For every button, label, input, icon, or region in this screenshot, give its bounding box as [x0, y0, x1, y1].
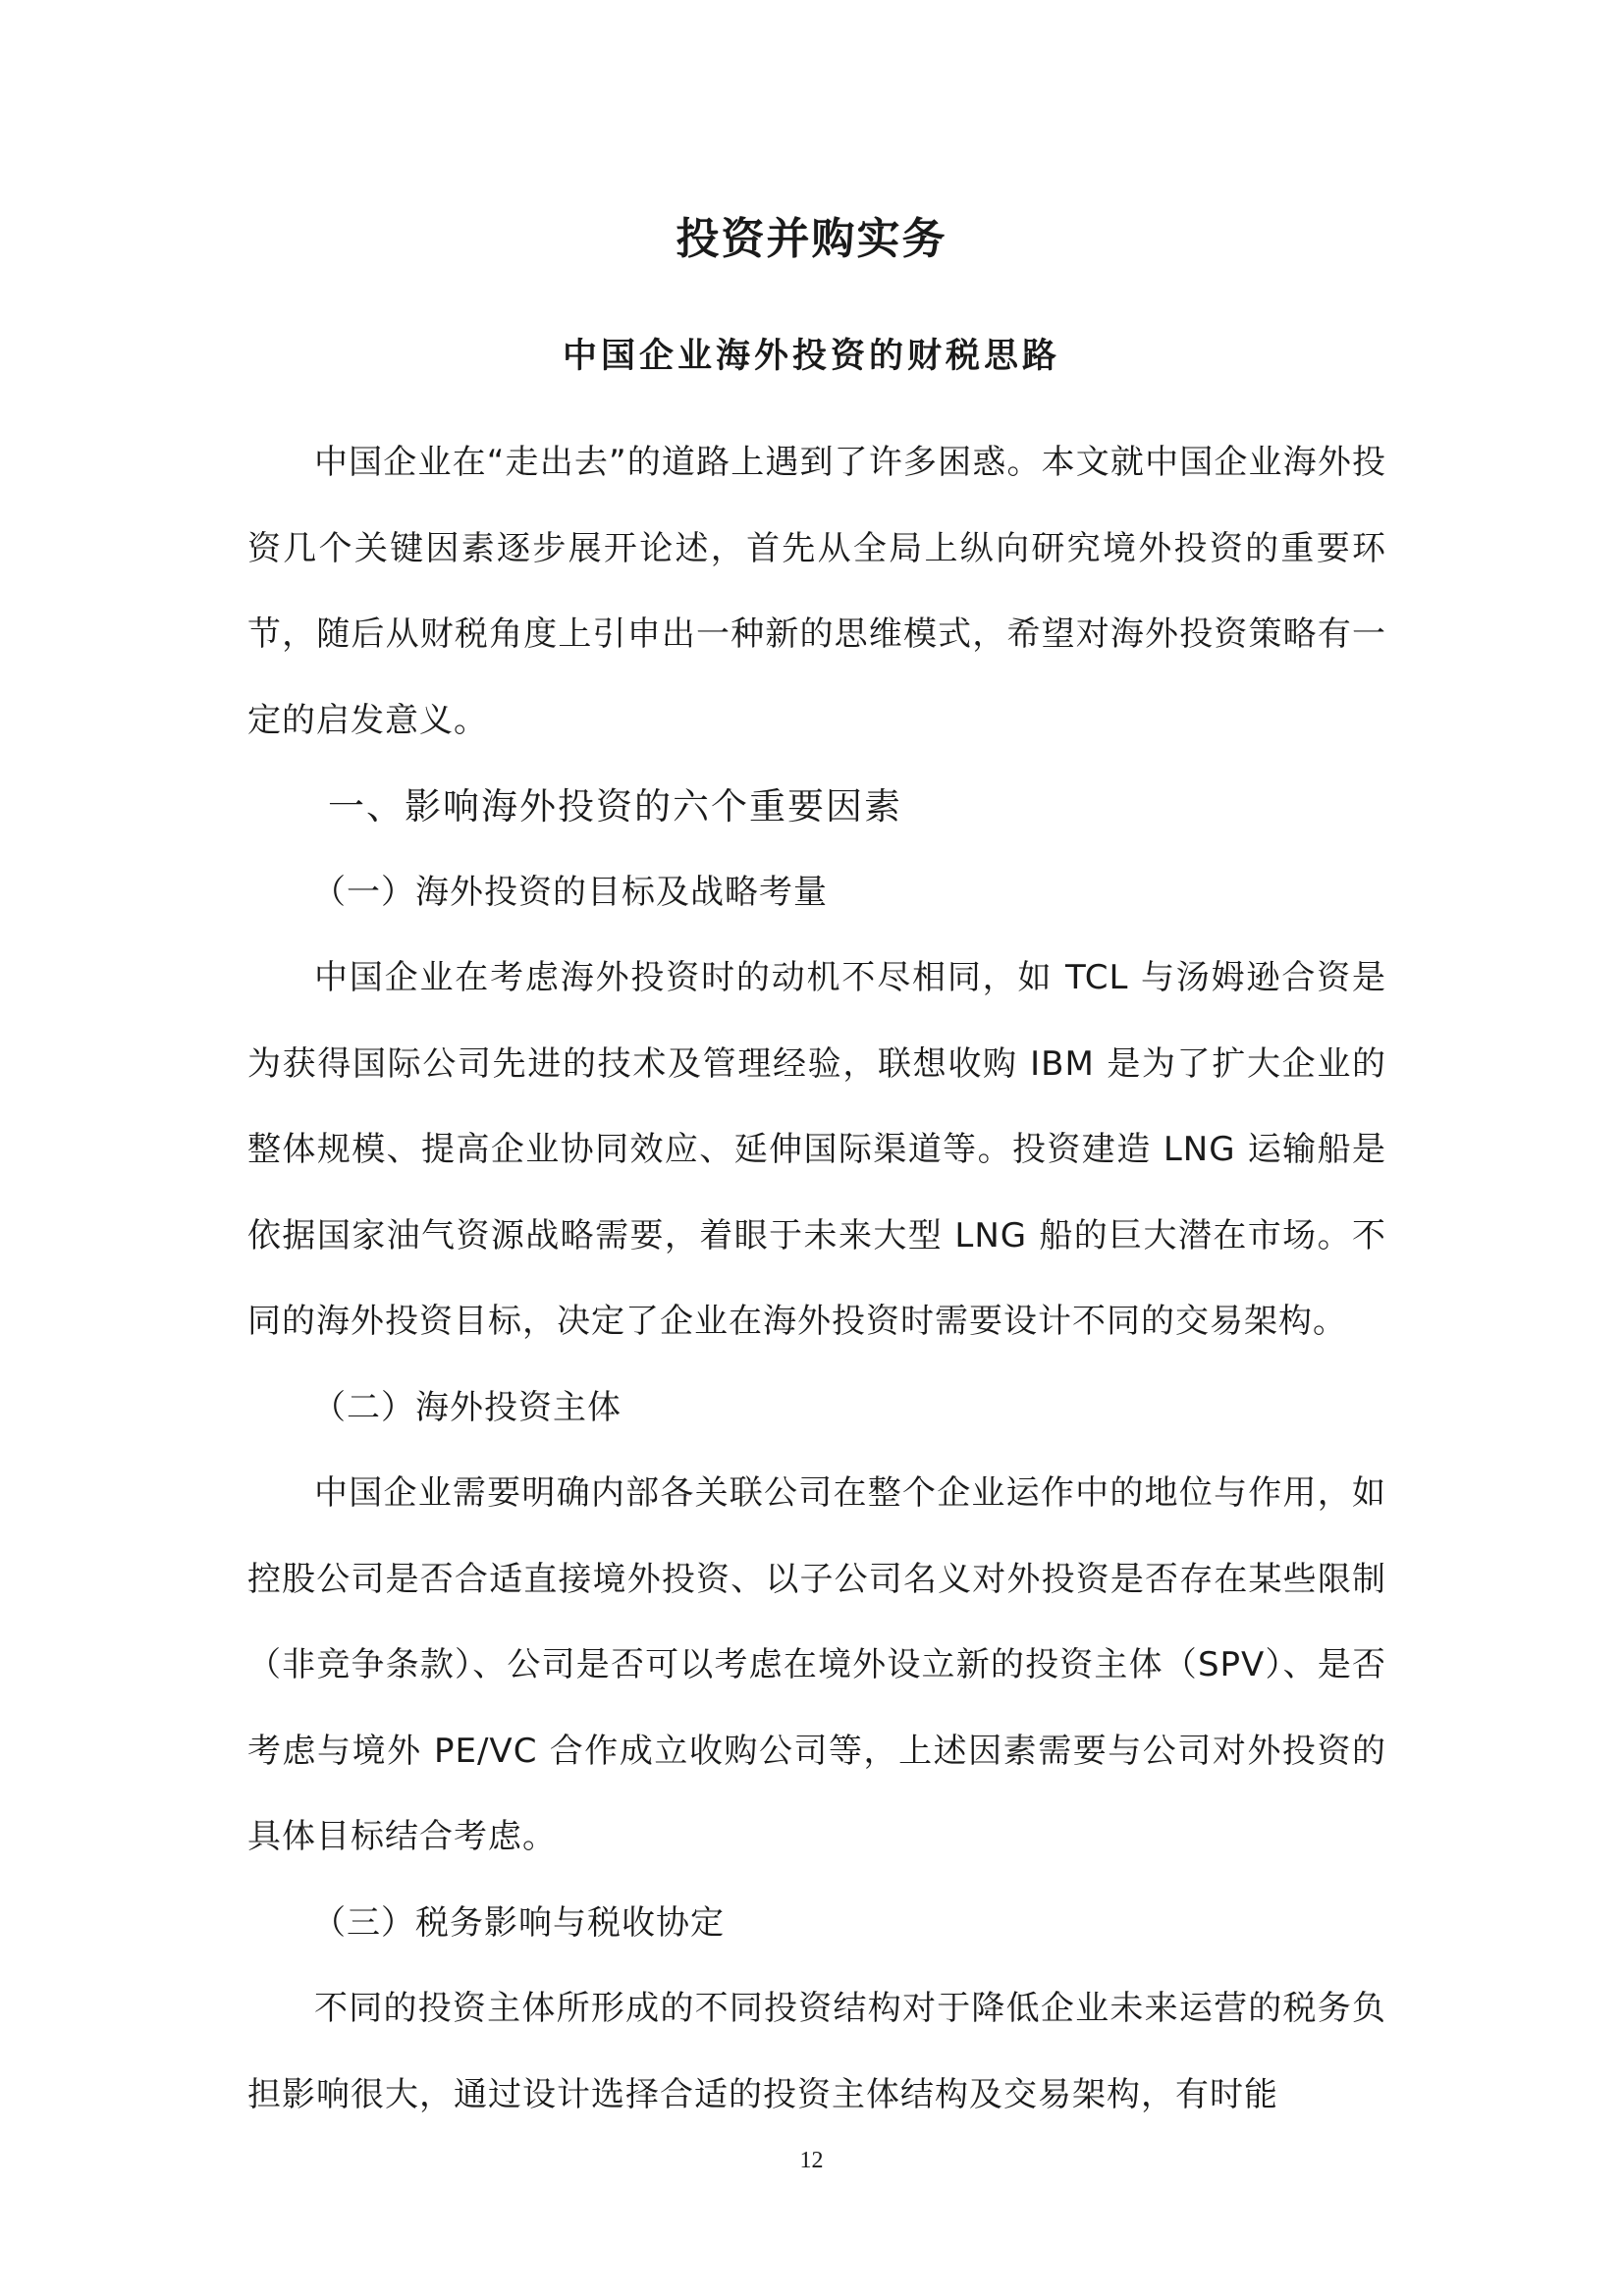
intro-paragraph: 中国企业在“走出去”的道路上遇到了许多困惑。本文就中国企业海外投资几个关键因素逐步展开论述，首先从全局上纵向研究境外投资的重要环节，随后从财税角度上引申出一种新的思维模式，希望对海外投资策略有一定的启发意义。 [247, 443, 1386, 740]
subsection-heading-2: （二）海外投资主体 [312, 1387, 622, 1427]
subsection-paragraph-3: 不同的投资主体所形成的不同投资结构对于降低企业未来运营的税务负担影响很大，通过设计选择合适的投资主体结构及交易架构，有时能 [247, 1989, 1386, 2114]
article-body [247, 420, 1386, 2138]
article-title: 中国企业海外投资的财税思路 [562, 337, 1060, 376]
subsection-paragraph-1: 中国企业在考虑海外投资时的动机不尽相同，如 TCL 与汤姆逊合资是为获得国际公司先进的技术及管理经验，联想收购 IBM 是为了扩大企业的整体规模、提高企业协同效应、延伸国际渠道等。投资建造 LNG 运输船是依据国家油气资源战略需要，着眼于未来大型 LNG 船的巨大潜在市场。不同的海外投资目标，决定了企业在海外投资时需要设计不同的交易架构。 [247, 958, 1386, 1341]
page-number: 12 [799, 2148, 824, 2173]
subsection-heading-1: （一）海外投资的目标及战略考量 [312, 872, 828, 912]
section-heading-1: 一、影响海外投资的六个重要因素 [328, 785, 902, 828]
page-title: 投资并购实务 [676, 214, 947, 264]
subsection-paragraph-2: 中国企业需要明确内部各关联公司在整个企业运作中的地位与作用，如控股公司是否合适直接境外投资、以子公司名义对外投资是否存在某些限制（非竞争条款）、公司是否可以考虑在境外设立新的投资主体（SPV）、是否考虑与境外 PE/VC 合作成立收购公司等，上述因素需要与公司对外投资的具体目标结合考虑。 [247, 1473, 1386, 1856]
subsection-heading-3: （三）税务影响与税收协定 [312, 1902, 725, 1943]
